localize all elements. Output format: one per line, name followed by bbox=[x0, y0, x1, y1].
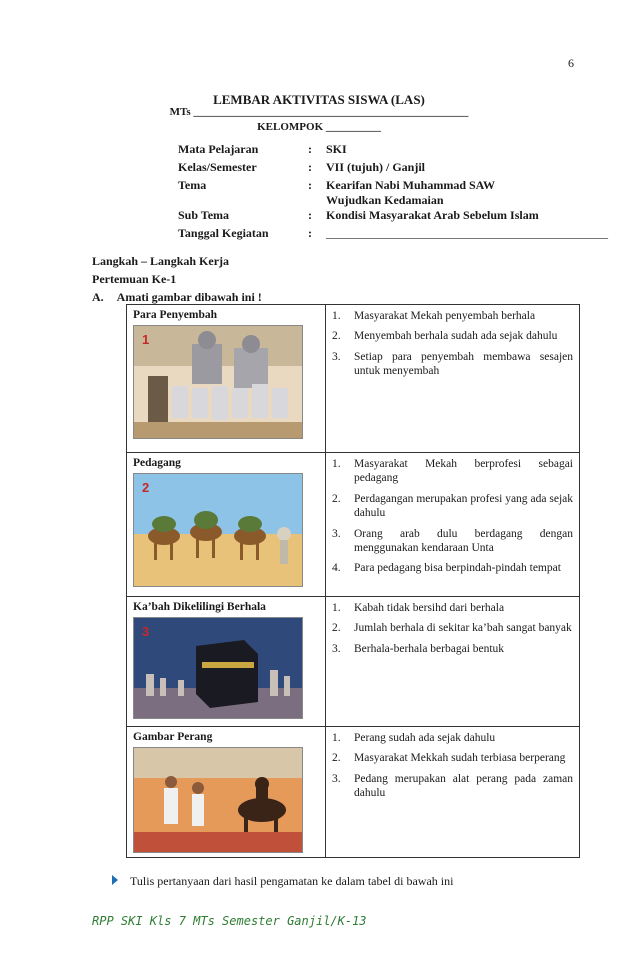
triangle-bullet-icon bbox=[112, 875, 118, 885]
image-badge: 3 bbox=[142, 624, 150, 639]
meta-colon: : bbox=[308, 178, 312, 192]
worksheet-title: LEMBAR AKTIVITAS SISWA (LAS) bbox=[213, 92, 425, 107]
notes-cell bbox=[326, 305, 580, 453]
image-cell bbox=[127, 453, 326, 597]
meta-label: Sub Tema bbox=[178, 208, 230, 222]
meta-label: Mata Pelajaran bbox=[178, 142, 259, 156]
meeting-label: Pertemuan Ke-1 bbox=[92, 272, 177, 286]
list-item: 2. Jumlah berhala di sekitar ka’bah sangat banyak bbox=[332, 622, 572, 635]
list-item: 3. Setiap para penyembah membawa sesajen untuk menyembah bbox=[332, 350, 573, 378]
meta-value-blank: _______________________________________________ bbox=[326, 226, 608, 240]
kelompok-line: KELOMPOK __________ bbox=[257, 121, 381, 133]
table-row bbox=[127, 727, 580, 858]
notes-list bbox=[332, 731, 573, 801]
notes-list bbox=[332, 601, 573, 656]
list-item: 1. Masyarakat Mekah berprofesi sebagai pedagang bbox=[332, 458, 573, 485]
notes-cell bbox=[326, 727, 580, 858]
list-item: 3. Pedang merupakan alat perang pada zaman dahulu bbox=[332, 772, 573, 800]
meta-value: SKI bbox=[326, 142, 347, 156]
section-instruction: Amati gambar dibawah ini ! bbox=[116, 290, 262, 304]
observation-table bbox=[126, 304, 580, 858]
battle-image bbox=[133, 747, 303, 853]
list-item: 2. Perdagangan merupakan profesi yang ada sejak dahulu bbox=[332, 492, 573, 520]
list-item: 1. Perang sudah ada sejak dahulu bbox=[332, 732, 496, 744]
meta-label: Kelas/Semester bbox=[178, 160, 257, 174]
meta-value: Kondisi Masyarakat Arab Sebelum Islam bbox=[326, 208, 539, 222]
section-letter: A. bbox=[92, 290, 104, 304]
kaaba-image bbox=[133, 617, 303, 719]
list-item: 2. Menyembah berhala sudah ada sejak dahulu bbox=[332, 330, 558, 343]
meta-colon: : bbox=[308, 208, 312, 222]
meta-value: VII (tujuh) / Ganjil bbox=[326, 160, 426, 174]
section-a bbox=[92, 290, 262, 305]
camel-caravan-image bbox=[133, 473, 303, 587]
meta-label: Tema bbox=[178, 178, 207, 192]
meta-label: Tanggal Kegiatan bbox=[178, 226, 269, 240]
image-cell bbox=[127, 727, 326, 858]
image-badge: 2 bbox=[142, 480, 150, 495]
notes-list bbox=[332, 457, 573, 576]
image-cell bbox=[127, 305, 326, 453]
meta-value: Kearifan Nabi Muhammad SAW Wujudkan Kedamaian bbox=[326, 178, 495, 207]
row-title: Para Penyembah bbox=[133, 309, 218, 321]
image-badge: 1 bbox=[142, 332, 150, 347]
page-number: 6 bbox=[568, 56, 574, 70]
list-item: 1. Masyarakat Mekah penyembah berhala bbox=[332, 310, 536, 322]
meta-colon: : bbox=[308, 160, 312, 174]
notes-list bbox=[332, 309, 573, 379]
idol-worshippers-image bbox=[133, 325, 303, 439]
steps-heading: Langkah – Langkah Kerja bbox=[92, 254, 230, 268]
table-row bbox=[127, 453, 580, 597]
list-item: 3. Orang arab dulu berdagang dengan menggunakan kendaraan Unta bbox=[332, 527, 573, 554]
list-item: 1. Kabah tidak bersihd dari berhala bbox=[332, 602, 505, 614]
table-row bbox=[127, 305, 580, 453]
row-title: Ka’bah Dikelilingi Berhala bbox=[133, 601, 266, 613]
row-title: Gambar Perang bbox=[133, 731, 213, 743]
page-footer: RPP SKI Kls 7 MTs Semester Ganjil/K-13 bbox=[92, 914, 367, 928]
notes-cell bbox=[326, 453, 580, 597]
table-row bbox=[127, 597, 580, 727]
notes-cell bbox=[326, 597, 580, 727]
list-item: 2. Masyarakat Mekkah sudah terbiasa berperang bbox=[332, 752, 566, 765]
bullet-text: Tulis pertanyaan dari hasil pengamatan ke dalam tabel di bawah ini bbox=[130, 874, 454, 888]
mts-line: MTs __________________________________________________ bbox=[169, 106, 469, 118]
list-item: 3. Berhala-berhala berbagai bentuk bbox=[332, 642, 505, 655]
list-item: 4. Para pedagang bisa berpindah-pindah tempat bbox=[332, 562, 561, 575]
row-title: Pedagang bbox=[133, 457, 181, 469]
instruction-bullet bbox=[112, 874, 453, 889]
meta-colon: : bbox=[308, 226, 312, 240]
image-cell bbox=[127, 597, 326, 727]
meta-colon: : bbox=[308, 142, 312, 156]
